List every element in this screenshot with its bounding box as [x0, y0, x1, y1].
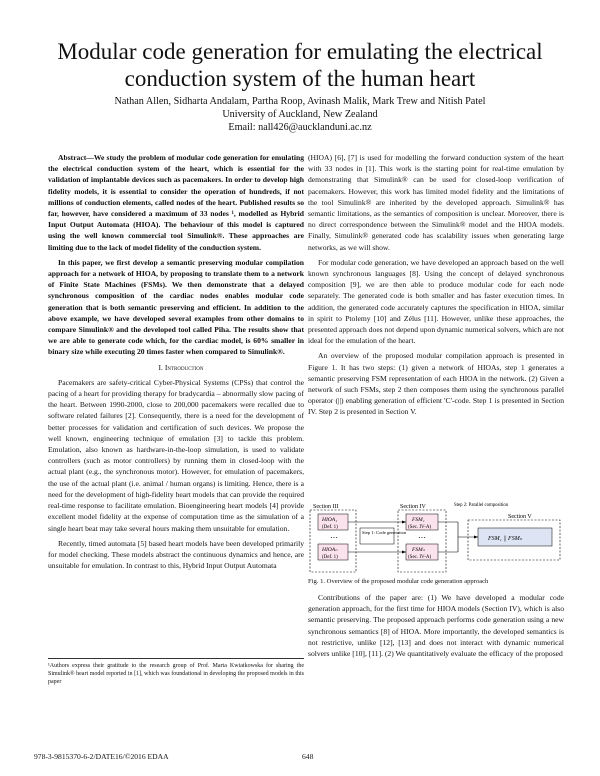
hioa1-def: (Def. 1): [322, 525, 338, 530]
contributions-paragraph: Contributions of the paper are: (1) We have developed a modular code generation approach, for the first time for HIOA models (Section IV), which is also semantic preserving. The proposed approach performs code generation using a new synchronous semantics [8] of HIOA. More importantly, the developed semantics is not restrictive, unlike [12], [13] and does not interact with dynamic numerical solvers unlike [10], [11]. (2) We quantitatively evaluate the efficacy of the proposed: [308, 593, 564, 659]
fsmn-label: FSMₙ: [412, 547, 425, 553]
hioan-def: (Def. 1): [322, 555, 338, 560]
right-paragraph-3: An overview of the proposed modular compilation approach is presented in Figure 1. It has two steps: (1) given a network of HIOAs, step 1 generates a semantic preserving FSM representation of each HIOA in the network. (2) Given a network of such FSMs, step 2 then composes them using the synchronous parallel operator (||) enabling generation of efficient 'C'-code. Step 1 is presented in Section IV. Step 2 is presented in Section V.: [308, 351, 564, 417]
intro-paragraph-1: Pacemakers are safety-critical Cyber-Physical Systems (CPSs) that control the pacing of a heart for providing therapy for bradycardia – abnormally slow pacing of the heart. Between 1990-2000, close to 200,000 pacemakers were recalled due to software related failures [2]. Consequently, there is a need for the development of better processes for validation and certification of such devices. We propose the well known, engineering technique of emulation [3] to tackle this problem. Emulation, also known as hardware-in-the-loop simulation, is used to validate controllers (such as motor controllers) by running them in closed-loop with the actual plant (e.g., the synchronous motor). However, for emulation of pacemakers, the use of the actual plant (i.e. animal / human organs) is limiting. Hence, there is a need for the development of high-fidelity heart models that can provide the required real-time response to facilitate emulation. Bioengineering heart models [4] provide excellent model fidelity at the expense of computation time as the simulation of a single heart beat may take several hours making them unsuitable for emulation.: [48, 377, 304, 533]
right-paragraph-2: For modular code generation, we have developed an approach based on the well known synchronous languages [8]. Using the concept of delayed synchronous composition [9], we are then able to produce modular code for each node separately. The generated code is both smaller and has faster execution times. In addition, the generated code accurately captures the specification in HIOA, similar in spirit to Ptolemy [10] and Zélus [11]. However, unlike these approaches, the presented approach does not depend upon dynamic numerical solvers, which are not ideal for the emulation of the heart.: [308, 257, 564, 346]
fsm1-sec: (Sec. IV-A): [408, 525, 432, 530]
page-number: 648: [302, 752, 314, 761]
hioan-label: HIOAₙ: [322, 547, 338, 553]
step1-label: Step 1: Code generation: [362, 530, 407, 535]
affiliation: University of Auckland, New Zealand: [222, 109, 378, 120]
section5-label: Section V: [508, 514, 532, 520]
fsm1-label: FSM₁: [412, 517, 425, 523]
abstract-paragraph-2: In this paper, we first develop a semantic preserving modular compilation approach for a network of HIOA, by proposing to translate them to a network of Finite State Machines (FSMs). We then demonstrate that a delayed synchronous composition of the cardiac nodes enables modular code generation that is both semantic preserving and efficient. In addition to the above example, we have developed several examples from other domains to compare Simulink® and the developed tool called Piha. The results show that we are able to generate code which, for the cardiac model, is 60% smaller in binary size while executing 20 times faster when compared to Simulink®.: [48, 257, 304, 357]
fsmn-sec: (Sec. IV-A): [408, 555, 432, 560]
section4-label: Section IV: [400, 504, 426, 510]
composition-label: FSM₁ || FSMₙ: [488, 536, 523, 542]
step2-label: Step 2: Parallel composition: [454, 503, 509, 508]
ellipsis-left: ⋯: [330, 533, 338, 542]
footnote: ¹Authors express their gratitude to the research group of Prof. Marta Kwiatkowska for sharing the Simulink® heart model reported in [1], which was foundational in developing the proposed models in this paper: [48, 658, 304, 686]
intro-paragraph-2: Recently, timed automata [5] based heart models have been developed primarily for model checking. These models abstract the continuous dynamics and hence, are unsuitable for emulation. In contrast to this, Hybrid Input Output Automata: [48, 538, 304, 571]
ellipsis-right: ⋯: [418, 533, 426, 542]
author-block: [40, 95, 560, 134]
figure-1: [308, 500, 564, 574]
contributions: [308, 592, 564, 659]
figure-caption: Fig. 1. Overview of the proposed modular code generation approach: [308, 578, 489, 585]
author-names: Nathan Allen, Sidharta Andalam, Partha Roop, Avinash Malik, Mark Trew and Nitish Patel: [114, 96, 486, 107]
email: Email: nall426@aucklanduni.ac.nz: [228, 122, 372, 133]
right-paragraph-1: (HIOA) [6], [7] is used for modelling the forward conduction system of the heart with 33 nodes in [1]. This work is the starting point for real-time emulation by demonstrating that Simulink® can be used for closed-loop verification of pacemakers. However, this work has limited model fidelity and the limitations of the tool Simulink® are inherited by the developed approach. Simulink® has semantic limitations, as the semantics of composition is unclear. Moreover, there is no direct correspondence between the Simulink® model and the HIOA models. Finally, Simulink® generated code has scalability issues when generating large networks, as we will show.: [308, 153, 564, 252]
left-column: [48, 152, 304, 575]
right-column: [308, 152, 564, 422]
section-heading-introduction: I. Introduction: [158, 362, 204, 372]
section3-label: Section III: [313, 504, 339, 510]
hioa1-label: HIOA₁: [322, 517, 338, 523]
abstract-paragraph-1: Abstract—We study the problem of modular code generation for emulating the electrical conduction system of the heart, which is essential for the validation of implantable devices such as pacemakers. In order to develop high fidelity models, it is essential to consider the operation of hundreds, if not millions of conduction elements, called nodes of the heart. Published results so far, however, have considered a maximum of 33 nodes ¹, modelled as Hybrid Input Output Automata (HIOA). The behaviour of this model is captured using the well known commercial tool Simulink®. These approaches are limiting due to the lack of model fidelity of the conduction system.: [48, 153, 304, 252]
paper-title: Modular code generation for emulating the electrical conduction system of the human heart: [57, 39, 543, 91]
isbn-line: 978-3-9815370-6-2/DATE16/©2016 EDAA: [34, 752, 169, 761]
